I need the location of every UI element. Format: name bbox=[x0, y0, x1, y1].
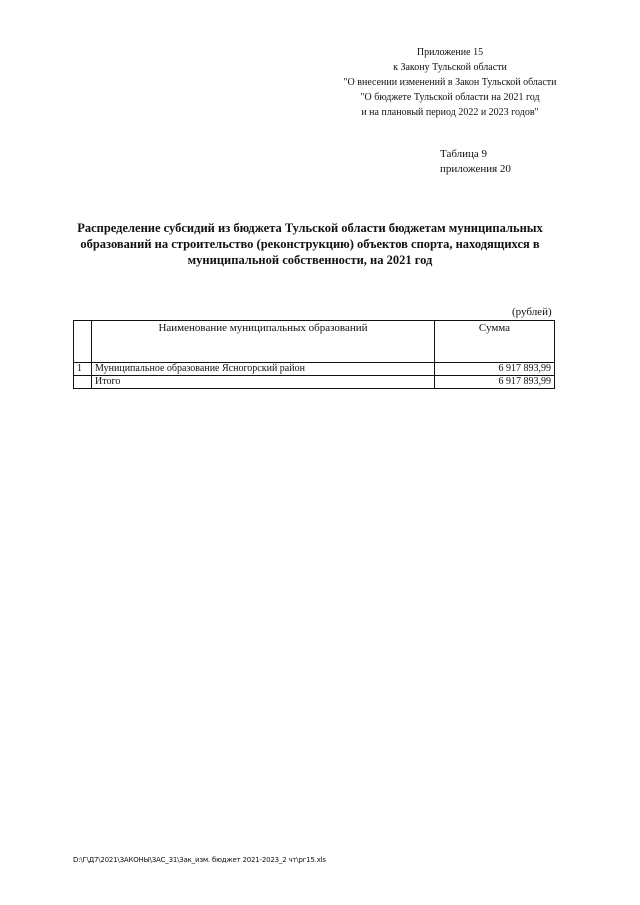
row-amount: 6 917 893,99 bbox=[435, 363, 555, 376]
appendix-line: "О бюджете Тульской области на 2021 год bbox=[360, 92, 540, 103]
header-name: Наименование муниципальных образований bbox=[92, 321, 435, 363]
row-number: 1 bbox=[74, 363, 92, 376]
header-number bbox=[74, 321, 92, 363]
appendix-line: "О внесении изменений в Закон Тульской области bbox=[343, 77, 557, 88]
subsidy-table bbox=[73, 320, 555, 389]
table-row bbox=[74, 363, 555, 376]
appendix-line: и на плановый период 2022 и 2023 годов" bbox=[361, 107, 539, 118]
row-amount: 6 917 893,99 bbox=[435, 376, 555, 389]
row-name: Итого bbox=[92, 376, 435, 389]
appendix-line: к Закону Тульской области bbox=[393, 62, 507, 73]
row-name: Муниципальное образование Ясногорский район bbox=[92, 363, 435, 376]
table-reference bbox=[440, 147, 511, 177]
table-row-total bbox=[74, 376, 555, 389]
table-number: Таблица 9 bbox=[440, 148, 488, 160]
document-title: Распределение субсидий из бюджета Тульской области бюджетам муниципальных образований на строительство (реконструкцию) объектов спорта, находящихся в муниципальной собственности, на 2021 год bbox=[77, 221, 543, 267]
table-header-row bbox=[74, 321, 555, 363]
appendix-line: Приложение 15 bbox=[416, 47, 484, 58]
appendix-number: приложения 20 bbox=[440, 163, 511, 175]
row-number bbox=[74, 376, 92, 389]
unit-label: (рублей) bbox=[512, 306, 552, 318]
appendix-header bbox=[330, 45, 570, 120]
header-sum: Сумма bbox=[435, 321, 555, 363]
file-path-footer: D:\Г\Д7\2021\ЗАКОНЫ\ЗАС_31\Зак_изм. бюджет 2021-2023_2 чт\рг15.xls bbox=[73, 856, 326, 864]
